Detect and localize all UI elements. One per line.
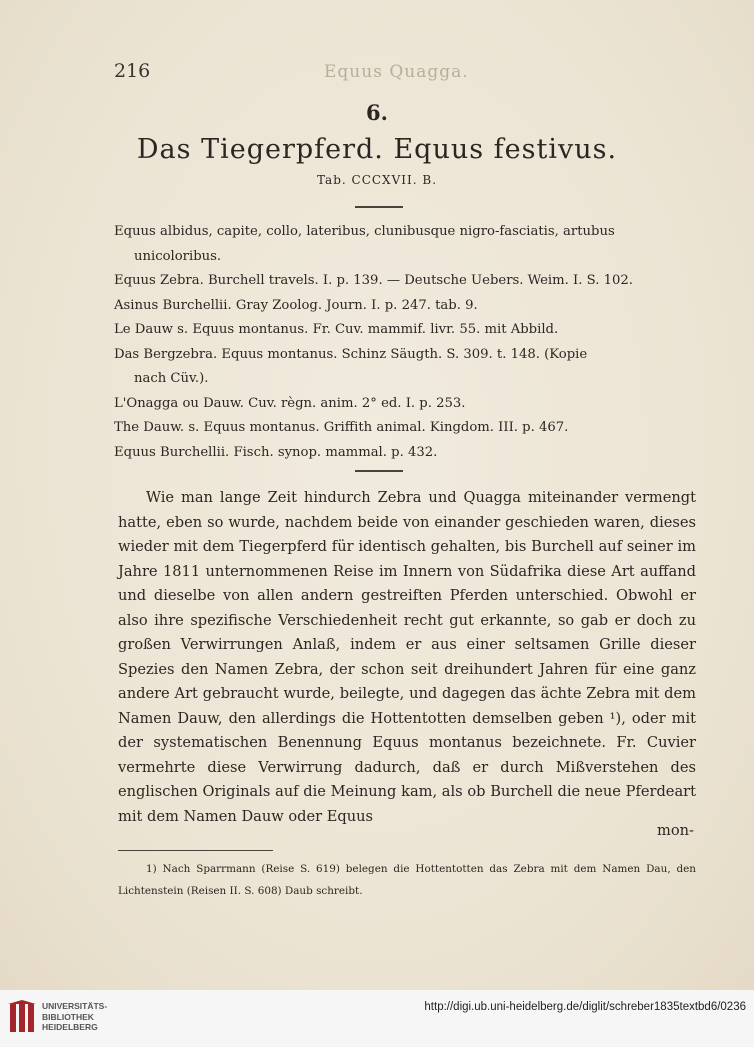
synonym-entry: L'Onagga ou Dauw. Cuv. règn. anim. 2° ed. I. p. 253. — [114, 395, 466, 411]
page-header — [114, 60, 694, 90]
section-title: Das Tiegerpferd. Equus festivus. — [136, 134, 618, 165]
body-text — [118, 486, 696, 829]
viewer-footer — [0, 990, 754, 1047]
synonym-entry: Equus Burchellii. Fisch. synop. mammal. p. 432. — [114, 444, 438, 460]
footnote-rule — [118, 850, 273, 851]
synonym-line: Das Bergzebra. Equus montanus. Schinz Säugth. S. 309. t. 148. (Kopie — [114, 346, 588, 362]
library-name-line: HEIDELBERG — [42, 1022, 98, 1032]
synonym-entry: The Dauw. s. Equus montanus. Griffith animal. Kingdom. III. p. 467. — [114, 420, 569, 435]
synonym-entry: Le Dauw s. Equus montanus. Fr. Cuv. mammif. livr. 55. mit Abbild. — [114, 322, 559, 337]
synonym-entry: Equus Zebra. Burchell travels. I. p. 139. — Deutsche Uebers. Weim. I. S. 102. — [114, 273, 633, 288]
synonym-line: Equus albidus, capite, collo, lateribus, clunibusque nigro-fasciatis, artubus — [114, 224, 615, 239]
synonym-entry: Asinus Burchellii. Gray Zoolog. Journ. I. p. 247. tab. 9. — [114, 297, 478, 313]
title-rule — [355, 206, 403, 208]
library-logo-icon — [8, 1000, 36, 1036]
footnote-text: 1) Nach Sparrmann (Reise S. 619) belegen die Hottentotten das Zebra mit dem Namen Dau, den Lichtenstein (Reisen II. S. 608) Daub schreibt. — [118, 863, 696, 897]
synonym-entry — [114, 343, 699, 392]
synonym-continuation: unicoloribus. — [134, 248, 222, 264]
library-name — [42, 1001, 107, 1033]
source-url-link[interactable]: http://digi.ub.uni-heidelberg.de/diglit/schreber1835textbd6/0236 — [424, 1001, 746, 1013]
catchword: mon- — [657, 822, 694, 839]
section-number: 6. — [366, 100, 388, 125]
body-paragraph: Wie man lange Zeit hindurch Zebra und Quagga miteinander vermengt hatte, eben so wurde, nachdem beide von einander geschieden waren, dieses wieder mit dem Tiegerpferd für identisch gehalten, bis Burchell auf seiner im Jahre 1811 unternommenen Reise im Innern von Südafrika diese Art auffand und dieselbe von allen andern gestreiften Pferden unterschied. Obwohl er also ihre spezifische Verschiedenheit recht gut erkannte, so gab er doch zu großen Verwirrungen Anlaß, indem er aus einer seltsamen Grille dieser Spezies den Namen Zebra, der schon seit dreihundert Jahren für eine ganz andere Art gebraucht wurde, beilegte, und dagegen das ächte Zebra mit dem Namen Dauw, den allerdings die Hottentotten demselben geben ¹), oder mit der systematischen Benennung Equus montanus bezeichnete. Fr. Cuvier vermehrte diese Verwirrung dadurch, daß er durch Mißverstehen des englischen Originals auf die Meinung kam, als ob Burchell die neue Pferdeart mit dem Namen Dauw oder Equus — [118, 489, 696, 825]
page-number: 216 — [114, 60, 151, 82]
section-rule — [355, 470, 403, 472]
library-name-line: UNIVERSITÄTS- — [42, 1001, 108, 1011]
synonymy-list — [114, 220, 699, 465]
running-head: Equus Quagga. — [324, 62, 469, 82]
plate-reference: Tab. CCCXVII. B. — [316, 173, 438, 187]
synonym-entry — [114, 220, 699, 269]
library-name-line: BIBLIOTHEK — [42, 1011, 94, 1022]
synonym-continuation: nach Cüv.). — [134, 371, 209, 386]
footnote — [118, 858, 696, 902]
